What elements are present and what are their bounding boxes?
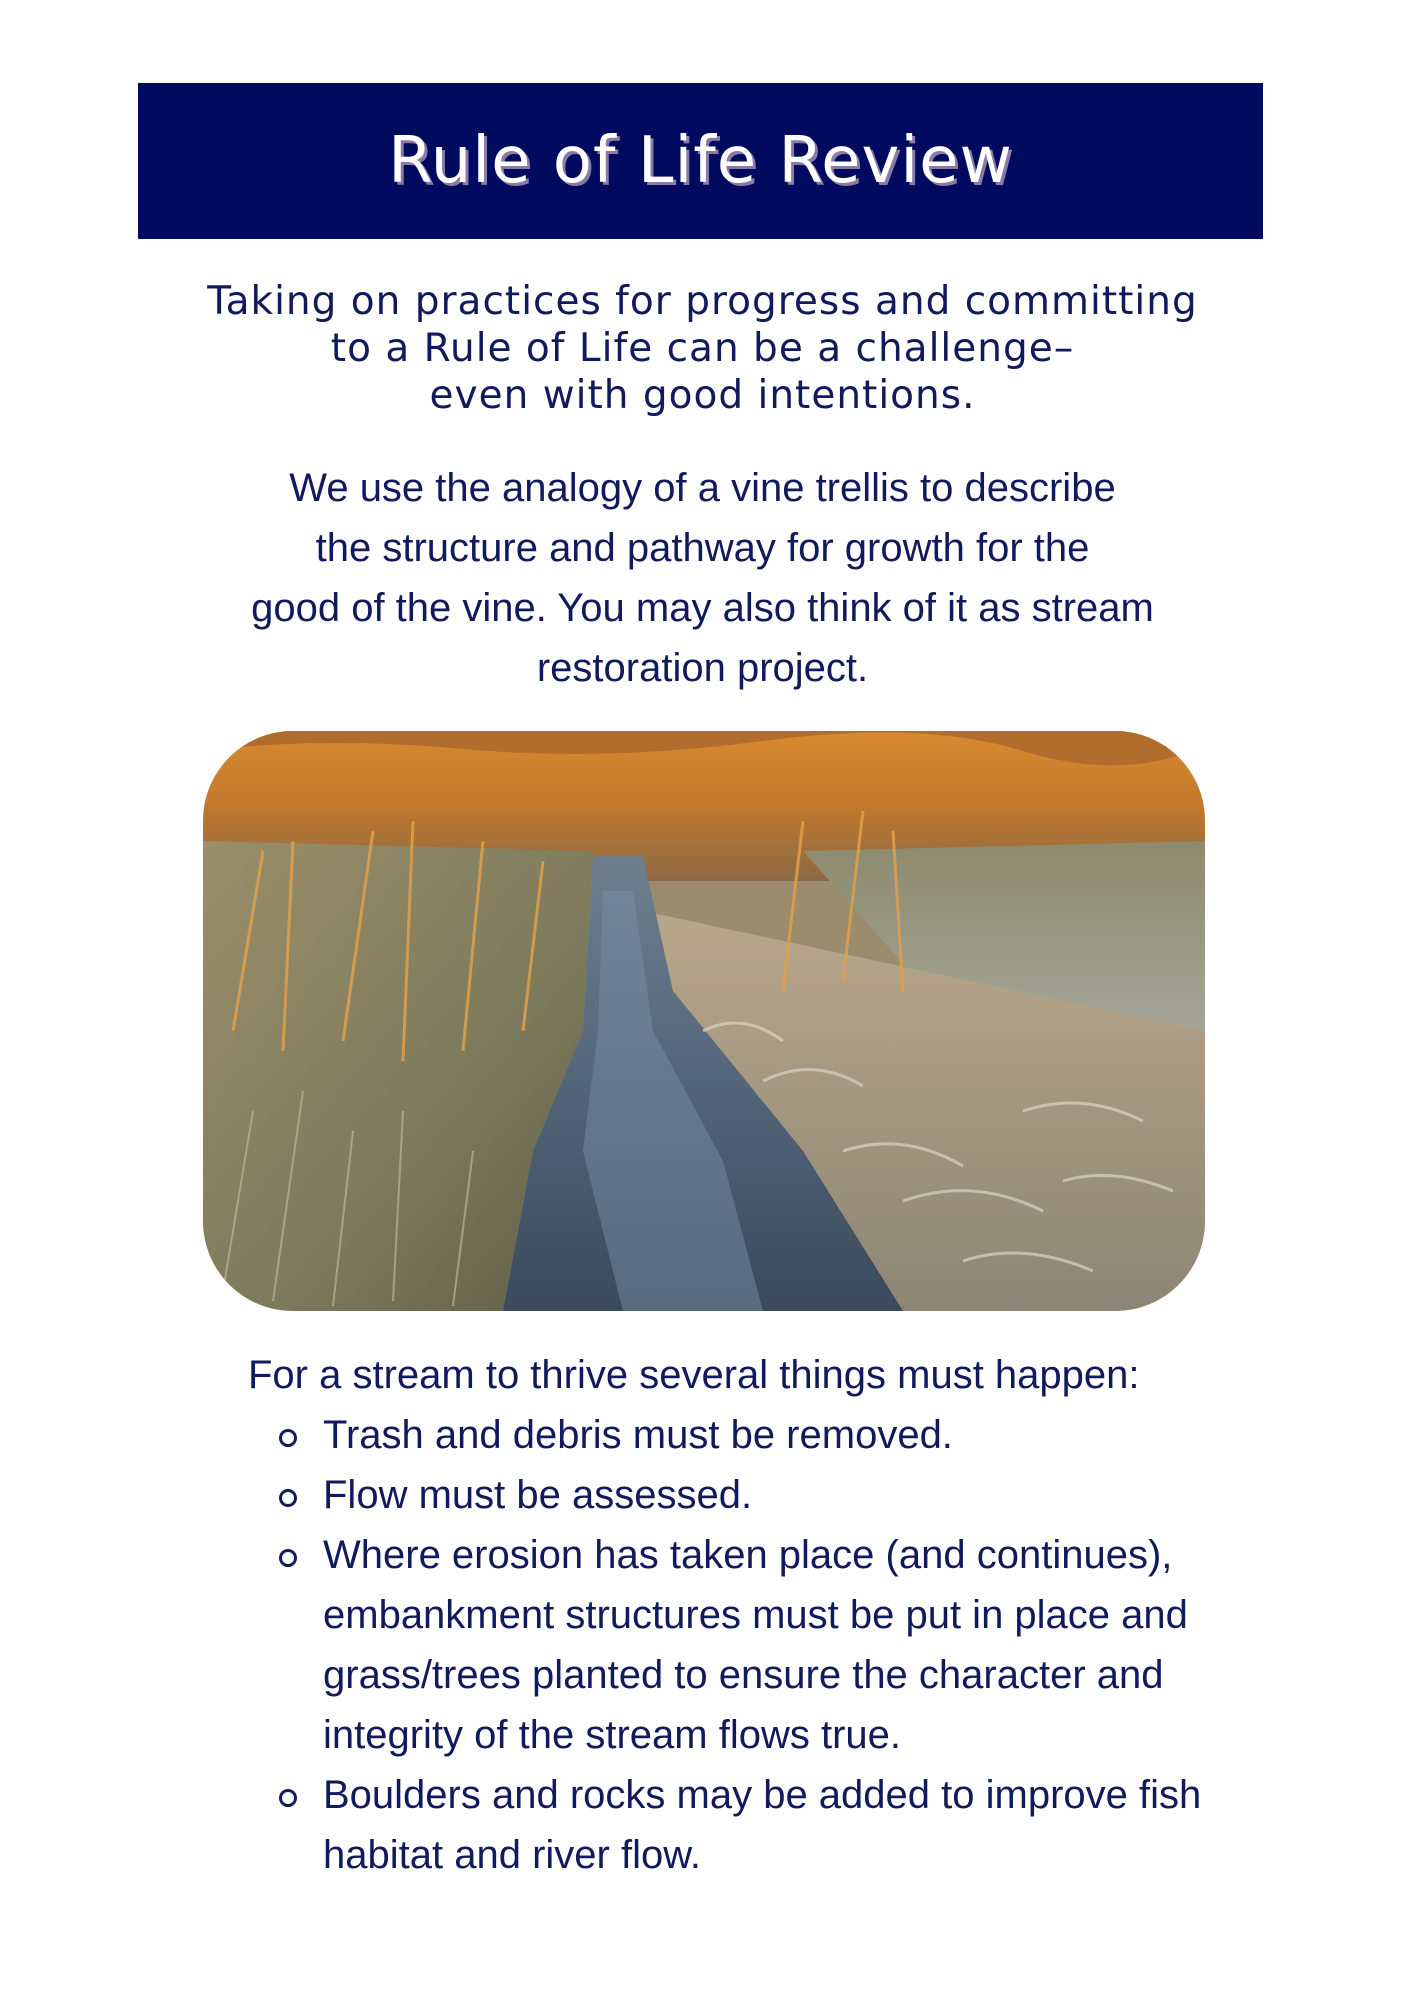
list-item-line: Flow must be assessed. (323, 1473, 753, 1517)
intro-line: even with good intentions. (429, 373, 976, 418)
title-banner (138, 83, 1263, 239)
list-item-line: grass/trees planted to ensure the character and (323, 1653, 1164, 1697)
list-item-line: embankment structures must be put in place and (323, 1593, 1188, 1637)
list-item-line: Boulders and rocks may be added to improve fish (323, 1773, 1202, 1817)
list-item-line: integrity of the stream flows true. (323, 1713, 902, 1757)
analogy-paragraph (140, 458, 1265, 698)
stream-photo (203, 731, 1205, 1311)
intro-line: to a Rule of Life can be a challenge– (330, 326, 1075, 371)
page-title: Rule of Life Review (388, 124, 1013, 198)
intro-paragraph (140, 278, 1265, 419)
list-item (275, 1525, 1385, 1765)
bullet-circle-icon (279, 1789, 297, 1807)
bullet-circle-icon (279, 1489, 297, 1507)
stream-illustration (203, 731, 1205, 1311)
analogy-line: restoration project. (536, 646, 869, 690)
analogy-line: good of the vine. You may also think of it as stream (251, 586, 1154, 630)
list-item-line: habitat and river flow. (323, 1833, 701, 1877)
list-item-line: Where erosion has taken place (and continues), (323, 1533, 1173, 1577)
bullet-circle-icon (279, 1549, 297, 1567)
bullet-circle-icon (279, 1429, 297, 1447)
list-item (275, 1465, 1385, 1525)
list-item (275, 1405, 1385, 1465)
analogy-line: the structure and pathway for growth for the (315, 526, 1090, 570)
list-intro: For a stream to thrive several things must happen: (248, 1353, 1140, 1397)
list-item-line: Trash and debris must be removed. (323, 1413, 953, 1457)
requirements-list (275, 1405, 1385, 1885)
analogy-line: We use the analogy of a vine trellis to describe (289, 466, 1116, 510)
list-item (275, 1765, 1385, 1885)
intro-line: Taking on practices for progress and committing (207, 279, 1198, 324)
